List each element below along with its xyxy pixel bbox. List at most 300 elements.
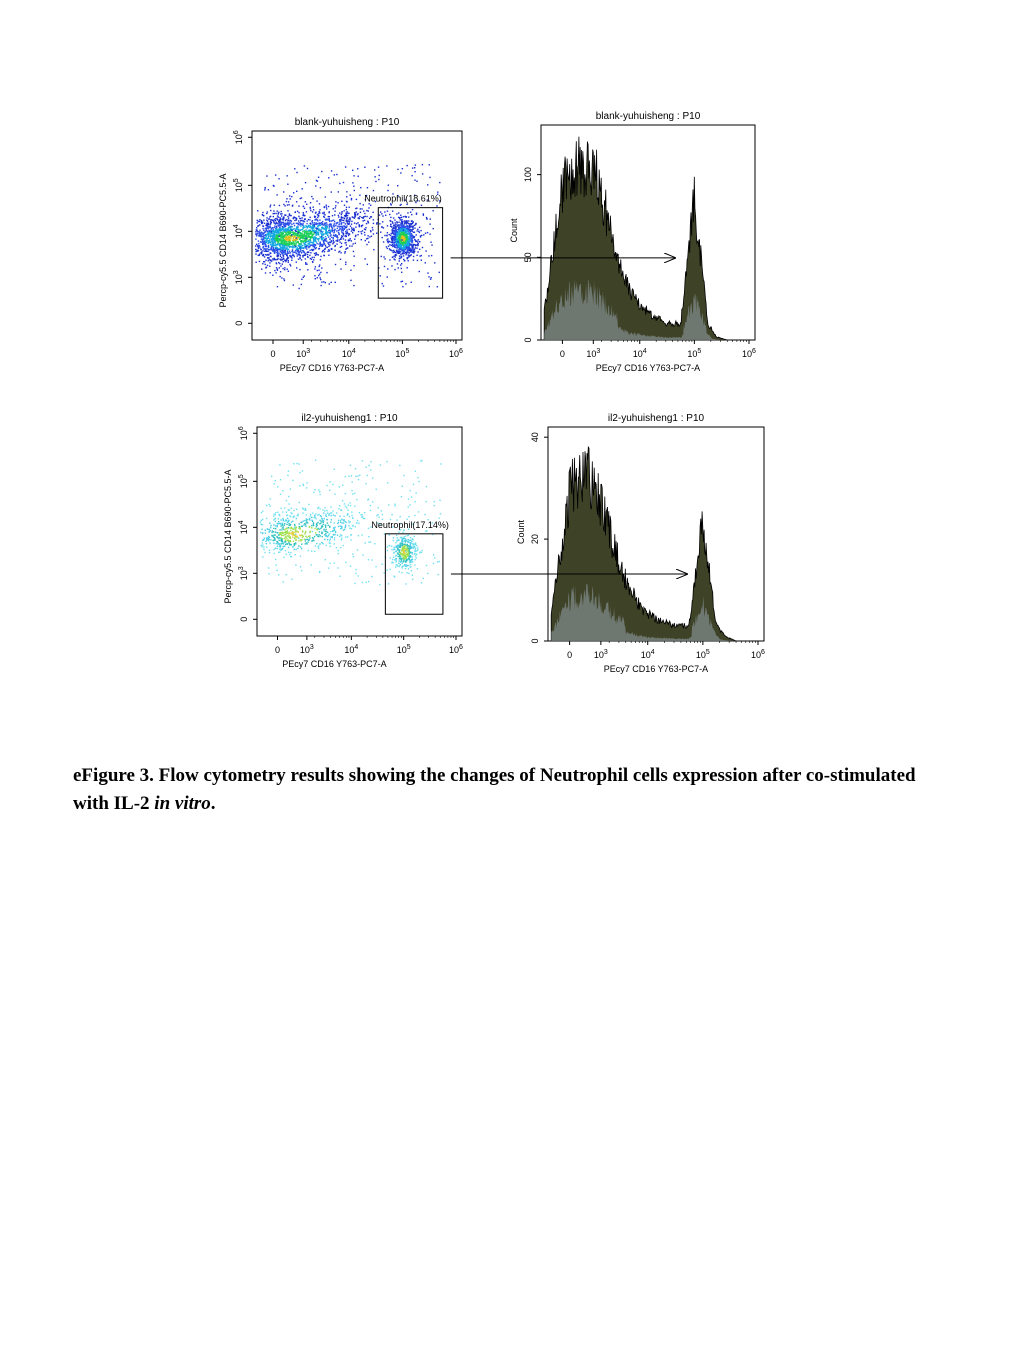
scatter-point: [277, 249, 278, 250]
scatter-point: [342, 217, 343, 218]
scatter-point: [411, 249, 412, 250]
scatter-point: [273, 549, 274, 550]
scatter-point: [318, 514, 319, 515]
scatter-point: [289, 264, 290, 265]
scatter-point: [382, 215, 383, 216]
scatter-point: [404, 237, 405, 238]
scatter-point: [266, 223, 267, 224]
scatter-point: [411, 238, 412, 239]
scatter-point: [299, 472, 300, 473]
scatter-point: [393, 244, 394, 245]
scatter-point: [429, 223, 430, 224]
scatter-point: [299, 502, 300, 503]
scatter-point: [322, 212, 323, 213]
scatter-point: [327, 224, 328, 225]
scatter-point: [302, 256, 303, 257]
scatter-point: [298, 241, 299, 242]
scatter-point: [302, 231, 303, 232]
scatter-point: [393, 217, 394, 218]
scatter-point: [332, 231, 333, 232]
scatter-point: [429, 233, 430, 234]
scatter-point: [412, 229, 413, 230]
scatter-point: [391, 242, 392, 243]
scatter-point: [338, 230, 339, 231]
scatter-point: [386, 235, 387, 236]
scatter-point: [357, 176, 358, 177]
scatter-point: [300, 218, 301, 219]
scatter-point: [305, 543, 306, 544]
scatter-point: [274, 259, 275, 260]
scatter-point: [339, 536, 340, 537]
scatter-point: [286, 527, 287, 528]
scatter-point: [307, 252, 308, 253]
scatter-point: [399, 255, 400, 256]
scatter-point: [303, 206, 304, 207]
scatter-point: [275, 243, 276, 244]
scatter-point: [365, 216, 366, 217]
scatter-point: [414, 564, 415, 565]
scatter-point: [288, 204, 289, 205]
scatter-point: [433, 563, 434, 564]
scatter-point: [318, 233, 319, 234]
scatter-point: [404, 564, 405, 565]
scatter-point: [403, 243, 404, 244]
scatter-point: [316, 200, 317, 201]
scatter-point: [397, 548, 398, 549]
scatter-point: [400, 281, 401, 282]
scatter-point: [291, 234, 292, 235]
scatter-point: [332, 215, 333, 216]
scatter-point: [394, 269, 395, 270]
scatter-point: [295, 554, 296, 555]
scatter-point: [332, 228, 333, 229]
scatter-point: [414, 167, 415, 168]
scatter-point: [373, 249, 374, 250]
scatter-point: [307, 254, 308, 255]
scatter-point: [278, 574, 279, 575]
scatter-point: [296, 237, 297, 238]
scatter-point: [292, 521, 293, 522]
scatter-point: [345, 242, 346, 243]
scatter-point: [299, 247, 300, 248]
scatter-point: [283, 543, 284, 544]
scatter-point: [276, 218, 277, 219]
scatter-point: [288, 527, 289, 528]
scatter-point: [406, 541, 407, 542]
scatter-point: [305, 525, 306, 526]
scatter-point: [276, 263, 277, 264]
scatter-point: [374, 543, 375, 544]
scatter-point: [330, 531, 331, 532]
scatter-point: [328, 242, 329, 243]
scatter-point: [399, 558, 400, 559]
scatter-point: [285, 232, 286, 233]
scatter-point: [300, 255, 301, 256]
scatter-point: [337, 236, 338, 237]
scatter-point: [273, 515, 274, 516]
scatter-point: [408, 534, 409, 535]
scatter-point: [419, 552, 420, 553]
scatter-point: [303, 243, 304, 244]
scatter-point: [282, 511, 283, 512]
scatter-point: [346, 221, 347, 222]
scatter-point: [297, 211, 298, 212]
scatter-point: [278, 232, 279, 233]
scatter-point: [269, 272, 270, 273]
scatter-point: [386, 461, 387, 462]
scatter-point: [320, 259, 321, 260]
scatter-point: [287, 518, 288, 519]
scatter-point: [346, 229, 347, 230]
scatter-point: [352, 243, 353, 244]
scatter-point: [317, 223, 318, 224]
scatter-point: [363, 204, 364, 205]
scatter-point: [346, 196, 347, 197]
scatter-point: [411, 570, 412, 571]
scatter-point: [320, 256, 321, 257]
scatter-point: [264, 538, 265, 539]
scatter-point: [421, 255, 422, 256]
scatter-point: [318, 507, 319, 508]
scatter-point: [292, 546, 293, 547]
scatter-point: [295, 217, 296, 218]
scatter-point: [408, 545, 409, 546]
scatter-point: [300, 249, 301, 250]
scatter-point: [391, 229, 392, 230]
scatter-point: [343, 182, 344, 183]
scatter-point: [310, 230, 311, 231]
scatter-point: [273, 213, 274, 214]
scatter-point: [395, 226, 396, 227]
scatter-point: [317, 238, 318, 239]
scatter-point: [410, 564, 411, 565]
scatter-point: [341, 539, 342, 540]
scatter-point: [394, 559, 395, 560]
scatter-point: [398, 212, 399, 213]
scatter-point: [357, 549, 358, 550]
scatter-point: [292, 249, 293, 250]
scatter-point: [310, 252, 311, 253]
scatter-point: [300, 539, 301, 540]
scatter-point: [285, 544, 286, 545]
scatter-point: [306, 543, 307, 544]
scatter-point: [329, 533, 330, 534]
scatter-point: [295, 549, 296, 550]
scatter-point: [306, 233, 307, 234]
scatter-point: [269, 266, 270, 267]
scatter-point: [413, 244, 414, 245]
scatter-point: [389, 259, 390, 260]
scatter-point: [307, 522, 308, 523]
scatter-point: [408, 539, 409, 540]
scatter-point: [361, 217, 362, 218]
scatter-point: [350, 565, 351, 566]
scatter-point: [334, 223, 335, 224]
scatter-point: [302, 512, 303, 513]
scatter-point: [269, 225, 270, 226]
scatter-point: [336, 174, 337, 175]
scatter-point: [305, 246, 306, 247]
scatter-point: [356, 223, 357, 224]
scatter-point: [311, 540, 312, 541]
scatter-point: [331, 512, 332, 513]
scatter-point: [301, 279, 302, 280]
scatter-point: [423, 578, 424, 579]
scatter-point: [311, 249, 312, 250]
scatter-point: [392, 245, 393, 246]
scatter-point: [313, 249, 314, 250]
scatter-point: [345, 524, 346, 525]
scatter-point: [281, 250, 282, 251]
scatter-point: [372, 501, 373, 502]
scatter-point: [433, 554, 434, 555]
scatter-point: [320, 277, 321, 278]
scatter-point: [304, 520, 305, 521]
scatter-point: [281, 211, 282, 212]
scatter-point: [413, 484, 414, 485]
scatter-point: [402, 281, 403, 282]
scatter-point: [416, 181, 417, 182]
scatter-point: [337, 226, 338, 227]
scatter-point: [291, 579, 292, 580]
scatter-point: [319, 543, 320, 544]
scatter-point: [257, 222, 258, 223]
scatter-point: [333, 238, 334, 239]
scatter-point: [315, 240, 316, 241]
scatter-point: [319, 491, 320, 492]
scatter-point: [312, 220, 313, 221]
scatter-point: [346, 213, 347, 214]
scatter-point: [381, 510, 382, 511]
scatter-point: [269, 542, 270, 543]
scatter-point: [314, 257, 315, 258]
scatter-point: [320, 229, 321, 230]
tick-label: $10^5$: [233, 178, 244, 193]
scatter-point: [296, 219, 297, 220]
scatter-point: [415, 555, 416, 556]
scatter-point: [311, 245, 312, 246]
scatter-point: [400, 172, 401, 173]
scatter-point: [293, 532, 294, 533]
scatter-point: [341, 220, 342, 221]
scatter-point: [335, 264, 336, 265]
scatter-point: [344, 235, 345, 236]
scatter-point: [398, 563, 399, 564]
scatter-point: [278, 518, 279, 519]
scatter-point: [346, 191, 347, 192]
scatter-point: [283, 216, 284, 217]
scatter-point: [413, 250, 414, 251]
scatter-point: [263, 248, 264, 249]
scatter-point: [271, 260, 272, 261]
scatter-point: [416, 550, 417, 551]
scatter-point: [280, 523, 281, 524]
scatter-point: [309, 519, 310, 520]
scatter-point: [279, 217, 280, 218]
scatter-point: [310, 237, 311, 238]
scatter-point: [352, 493, 353, 494]
scatter-point: [288, 223, 289, 224]
scatter-point: [296, 249, 297, 250]
scatter-point: [280, 545, 281, 546]
scatter-point: [281, 252, 282, 253]
scatter-point: [416, 230, 417, 231]
scatter-point: [391, 546, 392, 547]
scatter-point: [408, 552, 409, 553]
scatter-point: [324, 510, 325, 511]
scatter-point: [402, 548, 403, 549]
tick-label: $10^3$: [299, 644, 314, 655]
scatter-point: [329, 481, 330, 482]
scatter-point: [376, 489, 377, 490]
scatter-point: [279, 227, 280, 228]
scatter-point: [308, 219, 309, 220]
scatter-point: [407, 241, 408, 242]
scatter-point: [338, 550, 339, 551]
scatter-point: [285, 539, 286, 540]
scatter-point: [314, 222, 315, 223]
scatter-point: [293, 510, 294, 511]
scatter-point: [305, 201, 306, 202]
scatter-point: [370, 461, 371, 462]
scatter-point: [270, 219, 271, 220]
scatter-point: [398, 249, 399, 250]
scatter-point: [363, 518, 364, 519]
scatter-point: [419, 232, 420, 233]
scatter-point: [259, 246, 260, 247]
scatter-point: [386, 570, 387, 571]
scatter-point: [415, 245, 416, 246]
scatter-point: [320, 522, 321, 523]
scatter-point: [412, 167, 413, 168]
scatter-point: [335, 225, 336, 226]
scatter-point: [411, 220, 412, 221]
scatter-point: [313, 246, 314, 247]
scatter-point: [290, 220, 291, 221]
scatter-point: [405, 568, 406, 569]
scatter-point: [397, 169, 398, 170]
scatter-point: [323, 520, 324, 521]
scatter-point: [304, 509, 305, 510]
scatter-point: [366, 244, 367, 245]
scatter-point: [354, 212, 355, 213]
scatter-point: [309, 532, 310, 533]
scatter-point: [276, 543, 277, 544]
scatter-point: [348, 504, 349, 505]
scatter-point: [310, 202, 311, 203]
scatter-point: [409, 248, 410, 249]
histogram: [516, 413, 765, 674]
scatter-point: [291, 255, 292, 256]
scatter-point: [378, 516, 379, 517]
scatter-point: [369, 236, 370, 237]
scatter-point: [337, 228, 338, 229]
scatter-point: [287, 216, 288, 217]
scatter-point: [290, 229, 291, 230]
tick-label: $10^6$: [238, 426, 249, 441]
scatter-point: [282, 268, 283, 269]
scatter-point: [360, 231, 361, 232]
scatter-point: [409, 255, 410, 256]
scatter-point: [367, 187, 368, 188]
scatter-point: [299, 528, 300, 529]
scatter-point: [277, 259, 278, 260]
scatter-point: [336, 243, 337, 244]
scatter-point: [419, 249, 420, 250]
scatter-point: [410, 552, 411, 553]
scatter-point: [314, 489, 315, 490]
scatter-point: [309, 535, 310, 536]
scatter-point: [349, 221, 350, 222]
scatter-point: [286, 242, 287, 243]
scatter-point: [297, 255, 298, 256]
scatter-point: [318, 248, 319, 249]
scatter-point: [273, 543, 274, 544]
scatter-point: [290, 237, 291, 238]
scatter-point: [415, 471, 416, 472]
scatter-point: [288, 217, 289, 218]
scatter-point: [325, 282, 326, 283]
scatter-point: [358, 217, 359, 218]
scatter-point: [279, 267, 280, 268]
scatter-point: [268, 254, 269, 255]
scatter-point: [302, 229, 303, 230]
scatter-point: [288, 523, 289, 524]
scatter-point: [372, 229, 373, 230]
scatter-point: [268, 567, 269, 568]
scatter-point: [305, 182, 306, 183]
x-axis-label: PEcy7 CD16 Y763-PC7-A: [282, 659, 387, 669]
scatter-point: [282, 524, 283, 525]
scatter-point: [306, 211, 307, 212]
scatter-point: [427, 573, 428, 574]
scatter-point: [358, 575, 359, 576]
scatter-point: [297, 515, 298, 516]
scatter-point: [414, 559, 415, 560]
scatter-point: [329, 226, 330, 227]
scatter-point: [401, 554, 402, 555]
scatter-point: [403, 250, 404, 251]
figure-caption: [73, 762, 953, 818]
scatter-point: [381, 256, 382, 257]
scatter-point: [343, 225, 344, 226]
scatter-point: [297, 250, 298, 251]
scatter-point: [321, 542, 322, 543]
scatter-point: [415, 544, 416, 545]
scatter-point: [327, 234, 328, 235]
scatter-point: [284, 507, 285, 508]
scatter-point: [274, 240, 275, 241]
scatter-point: [397, 222, 398, 223]
scatter-point: [326, 510, 327, 511]
scatter-point: [317, 277, 318, 278]
scatter-point: [289, 244, 290, 245]
scatter-point: [296, 201, 297, 202]
scatter-point: [368, 499, 369, 500]
scatter-point: [416, 545, 417, 546]
scatter-point: [299, 234, 300, 235]
scatter-point: [279, 532, 280, 533]
scatter-point: [414, 232, 415, 233]
scatter-point: [287, 531, 288, 532]
scatter-point: [349, 217, 350, 218]
scatter-point: [341, 522, 342, 523]
scatter-point: [291, 260, 292, 261]
scatter-point: [348, 222, 349, 223]
scatter-point: [275, 514, 276, 515]
scatter-point: [403, 475, 404, 476]
scatter-point: [328, 216, 329, 217]
